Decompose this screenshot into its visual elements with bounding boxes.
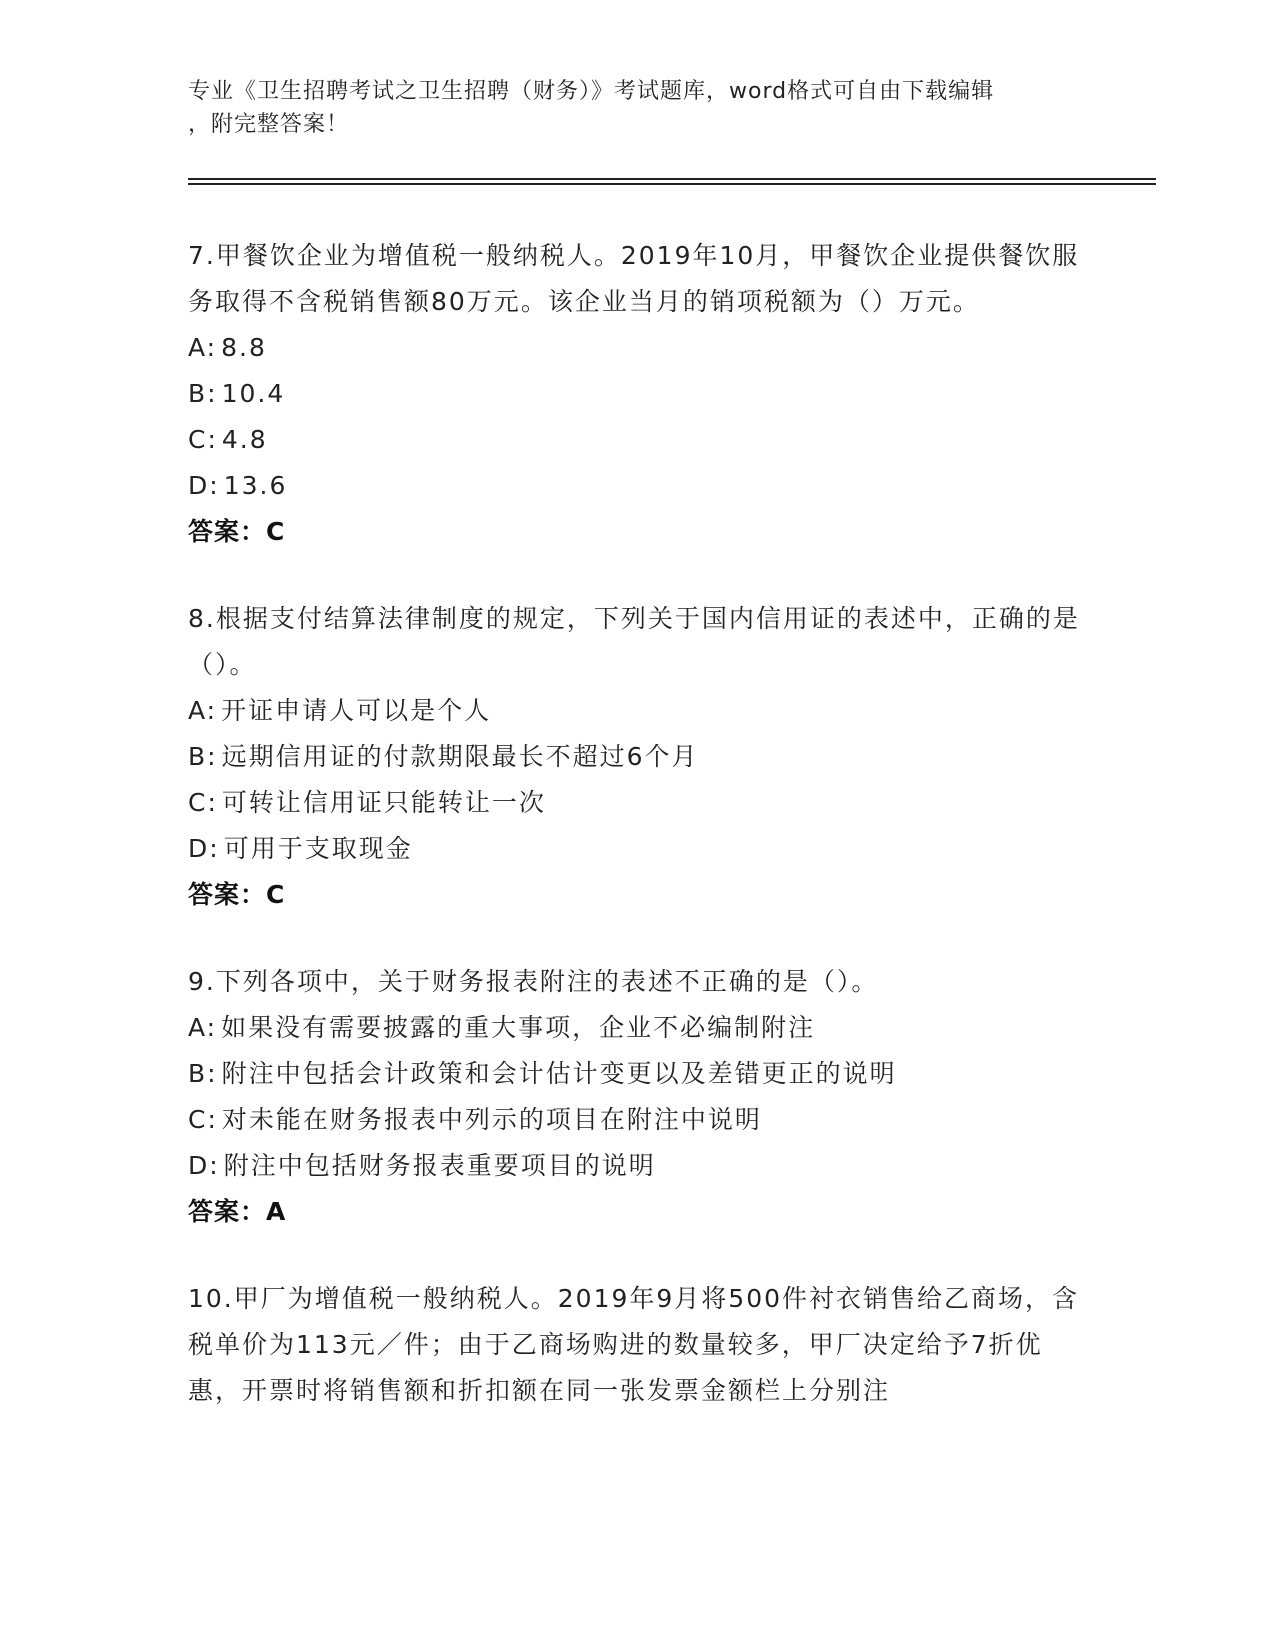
option-b [188,734,1088,780]
option-text: 8.8 [221,333,267,362]
option-key: D: [188,471,220,500]
option-key: A: [188,696,218,725]
question-7 [188,233,1088,555]
option-b [188,371,1088,417]
option-c [188,1097,1088,1143]
option-d [188,826,1088,872]
question-stem: 7.甲餐饮企业为增值税一般纳税人。2019年10月，甲餐饮企业提供餐饮服务取得不含税销售额80万元。该企业当月的销项税额为（）万元。 [188,241,1080,316]
option-text: 13.6 [223,471,288,500]
option-d [188,1143,1088,1189]
option-text: 如果没有需要披露的重大事项，企业不必编制附注 [221,1013,816,1042]
option-key: D: [188,1151,220,1180]
question-stem: 10.甲厂为增值税一般纳税人。2019年9月将500件衬衣销售给乙商场，含税单价为113元／件；由于乙商场购进的数量较多，甲厂决定给予7折优惠，开票时将销售额和折扣额在同一张发票金额栏上分别注 [188,1284,1080,1405]
option-key: A: [188,1013,218,1042]
answer-line: 答案：C [188,517,286,546]
answer-line: 答案：C [188,880,286,909]
option-text: 附注中包括财务报表重要项目的说明 [223,1151,656,1180]
option-text: 远期信用证的付款期限最长不超过6个月 [221,742,699,771]
option-text: 10.4 [221,379,286,408]
header-line-2: ，附完整答案！ [188,112,350,137]
option-key: C: [188,788,218,817]
option-a [188,1005,1088,1051]
option-key: A: [188,333,218,362]
option-b [188,1051,1088,1097]
option-text: 附注中包括会计政策和会计估计变更以及差错更正的说明 [221,1059,897,1088]
option-key: B: [188,1059,218,1088]
option-a [188,325,1088,371]
option-c [188,417,1088,463]
question-list [188,233,1088,1455]
answer-line: 答案：A [188,1197,287,1226]
option-key: C: [188,1105,218,1134]
header-line-1: 专业《卫生招聘考试之卫生招聘（财务）》考试题库，word格式可自由下载编辑 [188,79,995,104]
option-text: 可转让信用证只能转让一次 [221,788,546,817]
question-stem: 9.下列各项中，关于财务报表附注的表述不正确的是（）。 [188,967,879,996]
question-10 [188,1276,1088,1414]
option-key: C: [188,425,218,454]
option-key: B: [188,379,218,408]
option-d [188,463,1088,509]
option-a [188,688,1088,734]
option-text: 可用于支取现金 [223,834,413,863]
question-8 [188,596,1088,918]
document-header [188,75,1068,141]
header-divider-top [188,178,1156,180]
header-divider-bottom [188,183,1156,185]
option-text: 开证申请人可以是个人 [221,696,492,725]
option-c [188,780,1088,826]
option-key: B: [188,742,218,771]
option-text: 4.8 [221,425,268,454]
option-key: D: [188,834,220,863]
question-stem: 8.根据支付结算法律制度的规定，下列关于国内信用证的表述中，正确的是（）。 [188,604,1080,679]
question-9 [188,959,1088,1235]
option-text: 对未能在财务报表中列示的项目在附注中说明 [221,1105,762,1134]
